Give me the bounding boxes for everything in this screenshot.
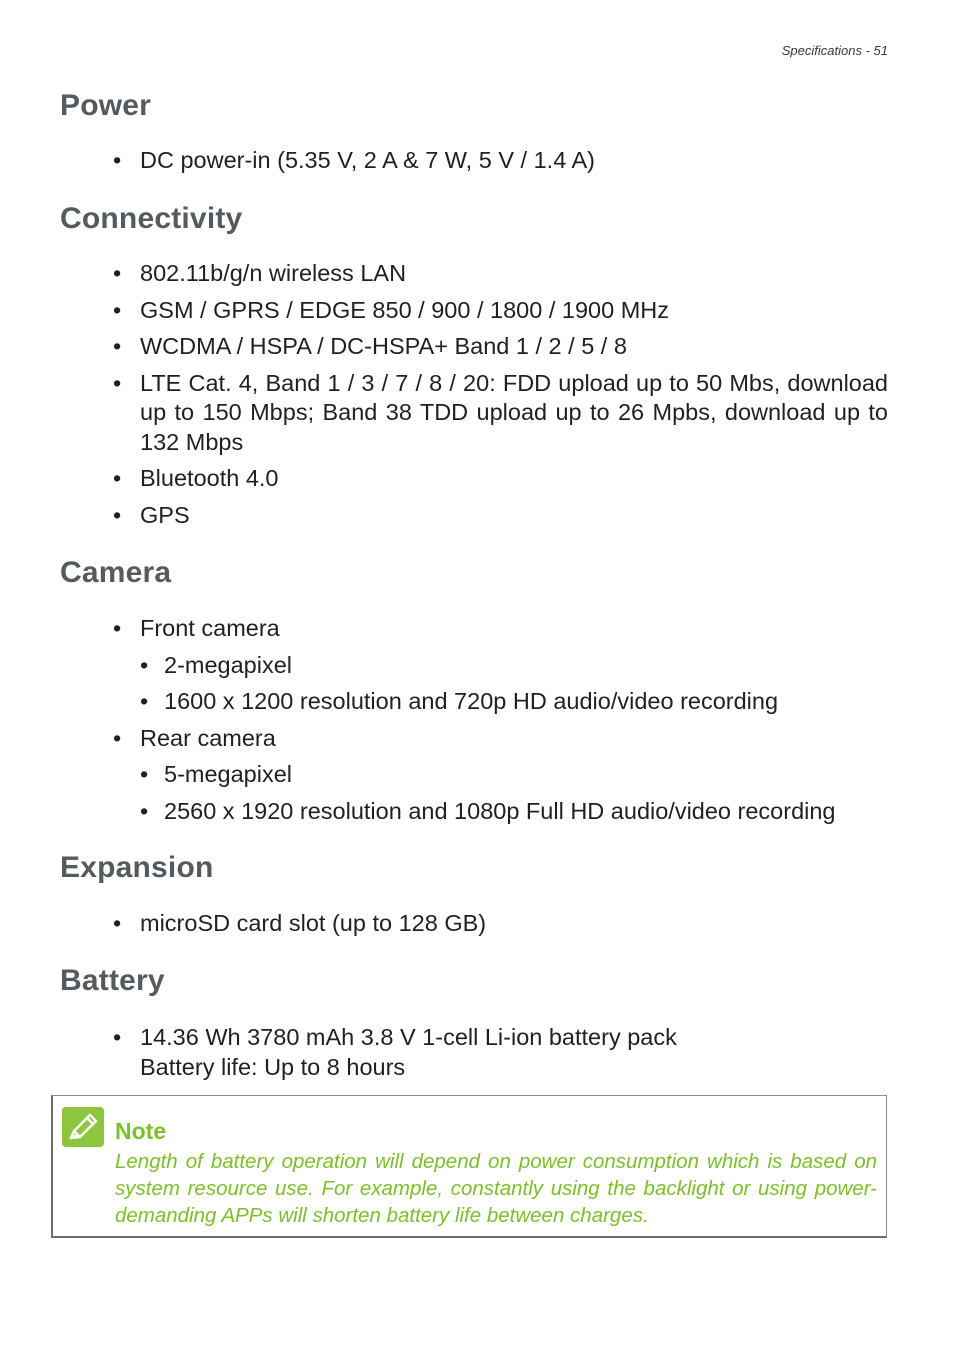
battery-list bbox=[113, 1023, 888, 1082]
power-list bbox=[113, 146, 888, 176]
list-item-battery bbox=[113, 1023, 888, 1082]
running-header: Specifications - 51 bbox=[781, 43, 888, 58]
front-camera-sublist bbox=[140, 651, 888, 717]
camera-list bbox=[113, 614, 888, 826]
section-title-battery: Battery bbox=[60, 964, 165, 997]
list-item-rear-camera bbox=[113, 724, 888, 827]
rear-camera-sublist bbox=[140, 760, 888, 826]
list-item: • WCDMA / HSPA / DC-HSPA+ Band 1 / 2 / 5 / 8 bbox=[113, 332, 888, 362]
list-item-front-camera bbox=[113, 614, 888, 717]
sub-list-item: • 1600 x 1200 resolution and 720p HD audio/video recording bbox=[140, 687, 888, 717]
front-camera-label: • Front camera bbox=[140, 615, 280, 641]
battery-life-line: Battery life: Up to 8 hours bbox=[140, 1053, 406, 1080]
pencil-icon bbox=[62, 1107, 104, 1147]
battery-spec-line: • 14.36 Wh 3780 mAh 3.8 V 1-cell Li-ion battery pack bbox=[140, 1024, 677, 1050]
list-item: • 802.11b/g/n wireless LAN bbox=[113, 259, 888, 289]
sub-list-item: • 2-megapixel bbox=[140, 651, 888, 681]
note-title: Note bbox=[115, 1118, 167, 1144]
rear-camera-label: • Rear camera bbox=[140, 724, 276, 751]
list-item: • microSD card slot (up to 128 GB) bbox=[113, 909, 888, 939]
section-title-expansion: Expansion bbox=[60, 851, 214, 884]
sub-list-item: • 2560 x 1920 resolution and 1080p Full HD audio/video recording bbox=[140, 797, 888, 827]
sub-list-item: • 5-megapixel bbox=[140, 760, 888, 790]
list-item: • DC power-in (5.35 V, 2 A & 7 W, 5 V / 1.4 A) bbox=[113, 146, 888, 176]
section-title-power: Power bbox=[60, 89, 152, 122]
section-title-connectivity: Connectivity bbox=[60, 202, 243, 235]
connectivity-list bbox=[113, 259, 888, 530]
section-title-camera: Camera bbox=[60, 556, 172, 589]
list-item: • Bluetooth 4.0 bbox=[113, 464, 888, 494]
list-item: • GSM / GPRS / EDGE 850 / 900 / 1800 / 1900 MHz bbox=[113, 296, 888, 326]
note-box bbox=[51, 1095, 887, 1238]
expansion-list bbox=[113, 909, 888, 939]
note-body: Length of battery operation will depend on power consumption which is based on system resource use. For example, constantly using the backlight or using power-demanding APPs will shorten battery life between charges. bbox=[115, 1150, 877, 1227]
list-item: • LTE Cat. 4, Band 1 / 3 / 7 / 8 / 20: FDD upload up to 50 Mbs, download up to 150 Mbps; Band 38 TDD upload up to 26 Mpbs, download up to 132 Mbps bbox=[113, 369, 888, 458]
list-item: • GPS bbox=[113, 501, 888, 531]
